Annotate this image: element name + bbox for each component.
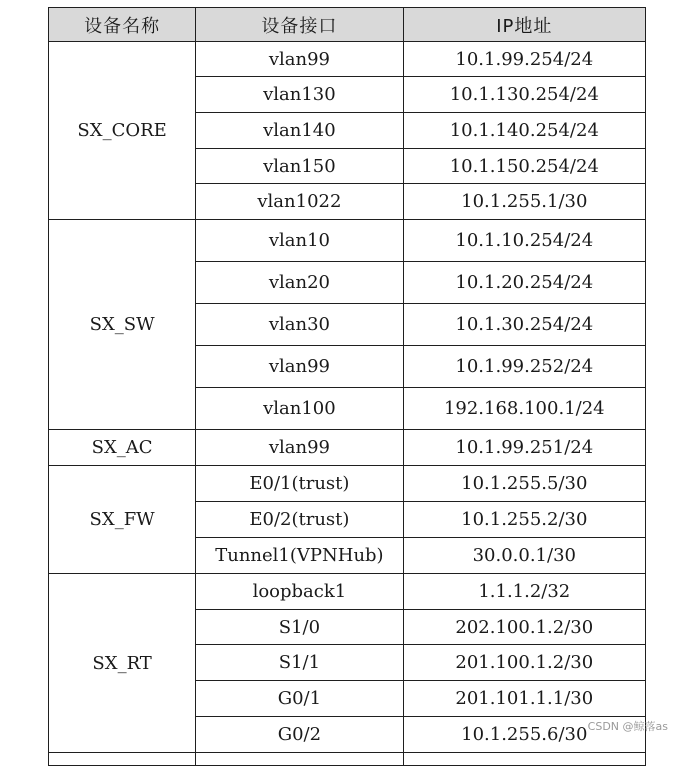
interface-cell: vlan99	[196, 42, 403, 77]
interface-cell: vlan20	[196, 262, 403, 304]
ip-cell: 10.1.10.254/24	[403, 220, 645, 262]
interface-cell: vlan30	[196, 304, 403, 346]
interface-cell: vlan10	[196, 220, 403, 262]
interface-cell: vlan1022	[196, 184, 403, 220]
ip-cell: 10.1.20.254/24	[403, 262, 645, 304]
interface-cell: G0/2	[196, 717, 403, 753]
interface-cell: loopback1	[196, 574, 403, 610]
table-row	[49, 466, 646, 502]
interface-cell: G0/1	[196, 681, 403, 717]
ip-cell: 30.0.0.1/30	[403, 538, 645, 574]
interface-cell: vlan100	[196, 388, 403, 430]
ip-cell: 202.100.1.2/30	[403, 610, 645, 645]
csdn-watermark: CSDN @鲸落as	[587, 720, 668, 733]
device-cell-sx-core: SX_CORE	[49, 42, 196, 220]
interface-cell: vlan150	[196, 149, 403, 184]
table-row	[49, 220, 646, 262]
device-cell-sx-sw: SX_SW	[49, 220, 196, 430]
ip-cell: 10.1.255.2/30	[403, 502, 645, 538]
header-device-interface: 设备接口	[196, 8, 403, 42]
interface-cell: vlan99	[196, 346, 403, 388]
ip-cell: 10.1.255.6/30	[403, 717, 645, 753]
interface-cell: E0/2(trust)	[196, 502, 403, 538]
interface-cell: vlan130	[196, 77, 403, 113]
header-row	[49, 8, 646, 42]
device-cell-sx-ac: SX_AC	[49, 430, 196, 466]
interface-cell: E0/1(trust)	[196, 466, 403, 502]
ip-cell: 10.1.99.254/24	[403, 42, 645, 77]
interface-cell: S1/1	[196, 645, 403, 681]
ip-cell: 10.1.140.254/24	[403, 113, 645, 149]
ip-cell: 10.1.99.252/24	[403, 346, 645, 388]
partial-cell	[49, 753, 196, 766]
ip-cell: 10.1.99.251/24	[403, 430, 645, 466]
ip-cell: 201.100.1.2/30	[403, 645, 645, 681]
device-cell-sx-rt: SX_RT	[49, 574, 196, 753]
interface-cell: Tunnel1(VPNHub)	[196, 538, 403, 574]
ip-cell: 10.1.255.5/30	[403, 466, 645, 502]
device-cell-sx-fw: SX_FW	[49, 466, 196, 574]
table-row	[49, 574, 646, 610]
ip-cell: 192.168.100.1/24	[403, 388, 645, 430]
ip-cell: 10.1.30.254/24	[403, 304, 645, 346]
interface-cell: vlan99	[196, 430, 403, 466]
table-row-partial	[49, 753, 646, 766]
ip-cell: 10.1.130.254/24	[403, 77, 645, 113]
interface-cell: vlan140	[196, 113, 403, 149]
interface-cell: S1/0	[196, 610, 403, 645]
table-row	[49, 430, 646, 466]
header-device-name: 设备名称	[49, 8, 196, 42]
ip-cell: 10.1.255.1/30	[403, 184, 645, 220]
ip-cell: 201.101.1.1/30	[403, 681, 645, 717]
table-row	[49, 42, 646, 77]
ip-address-table	[48, 7, 646, 766]
partial-cell	[403, 753, 645, 766]
ip-cell: 10.1.150.254/24	[403, 149, 645, 184]
partial-cell	[196, 753, 403, 766]
ip-cell: 1.1.1.2/32	[403, 574, 645, 610]
header-ip-address: IP地址	[403, 8, 645, 42]
